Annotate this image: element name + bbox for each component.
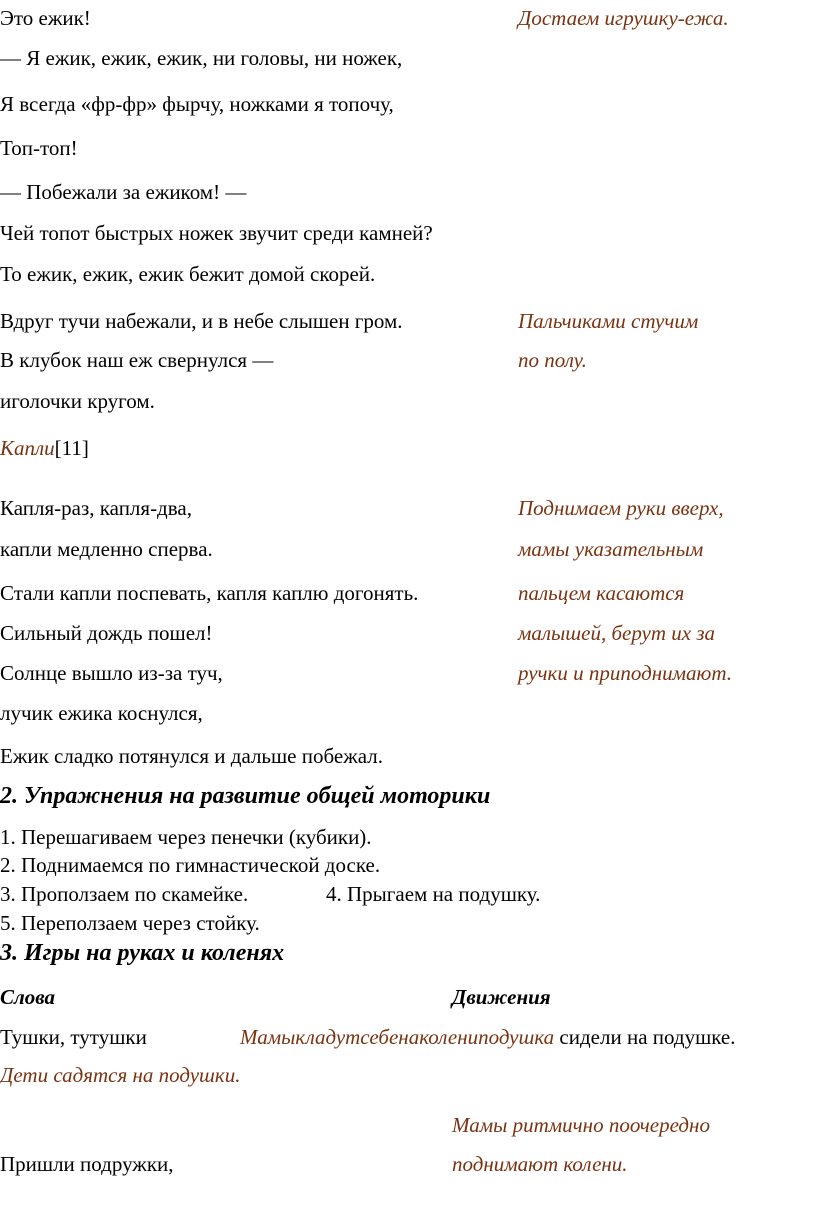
poem-line: — Побежали за ежиком! — <box>0 180 247 204</box>
poem-line: лучик ежика коснулся, <box>0 701 203 725</box>
action-text: Мамы ритмично поочередно <box>452 1113 710 1137</box>
action-text: ручки и приподнимают. <box>518 661 733 685</box>
list-item: 2. Поднимаемся по гимнастической доске. <box>0 853 381 877</box>
poem-line: — Я ежик, ежик, ежик, ни головы, ни ножек, <box>0 46 403 70</box>
poem-line: Чей топот быстрых ножек звучит среди камней? <box>0 221 433 245</box>
poem-line: иголочки кругом. <box>0 389 155 413</box>
drops-title <box>0 436 89 460</box>
list-item: 4. Прыгаем на подушку. <box>326 882 541 906</box>
drops-title-text: Капли <box>0 436 55 460</box>
drops-reference: [11] <box>54 436 89 460</box>
action-text: пальцем касаются <box>518 581 685 605</box>
action-text: Достаем игрушку-ежа. <box>518 6 729 30</box>
action-line <box>240 1025 736 1049</box>
action-text: Поднимаем руки вверх, <box>518 496 724 520</box>
action-text: по полу. <box>518 348 587 372</box>
list-item: 5. Переползаем через стойку. <box>0 911 260 935</box>
poem-line: Ежик сладко потянулся и дальше побежал. <box>0 744 383 768</box>
action-text: малышей, берут их за <box>518 621 716 645</box>
action-text: Дети садятся на подушки. <box>0 1063 241 1087</box>
poem-line: Это ежик! <box>0 6 91 30</box>
poem-line: Вдруг тучи набежали, и в небе слышен гром. <box>0 309 403 333</box>
poem-line: Сильный дождь пошел! <box>0 621 213 645</box>
action-tail: сидели на подушке. <box>559 1025 736 1049</box>
action-text: мамы указательным <box>518 537 704 561</box>
list-item: 1. Перешагиваем через пенечки (кубики). <box>0 825 372 849</box>
poem-line: То ежик, ежик, ежик бежит домой скорей. <box>0 262 376 286</box>
list-item: 3. Проползаем по скамейке. <box>0 882 249 906</box>
poem-line: Я всегда «фр-фр» фырчу, ножками я топочу, <box>0 92 394 116</box>
poem-line: Солнце вышло из-за туч, <box>0 661 223 685</box>
poem-line: Пришли подружки, <box>0 1152 174 1176</box>
poem-line: капли медленно сперва. <box>0 537 213 561</box>
poem-line: В клубок наш еж свернулся — <box>0 348 274 372</box>
section-heading: 3. Игры на руках и коленях <box>0 940 285 966</box>
action-text: Пальчиками стучим <box>518 309 699 333</box>
section-heading: 2. Упражнения на развитие общей моторики <box>0 783 491 809</box>
column-header-words: Слова <box>0 985 56 1009</box>
action-text: Мамыкладутсебенаколениподушка <box>240 1025 555 1049</box>
poem-line: Стали капли поспевать, капля каплю догонять. <box>0 581 419 605</box>
poem-line: Топ-топ! <box>0 136 78 160</box>
column-header-movements: Движения <box>452 985 551 1009</box>
poem-line: Капля-раз, капля-два, <box>0 496 192 520</box>
action-text: поднимают колени. <box>452 1152 628 1176</box>
poem-line: Тушки, тутушки <box>0 1025 147 1049</box>
